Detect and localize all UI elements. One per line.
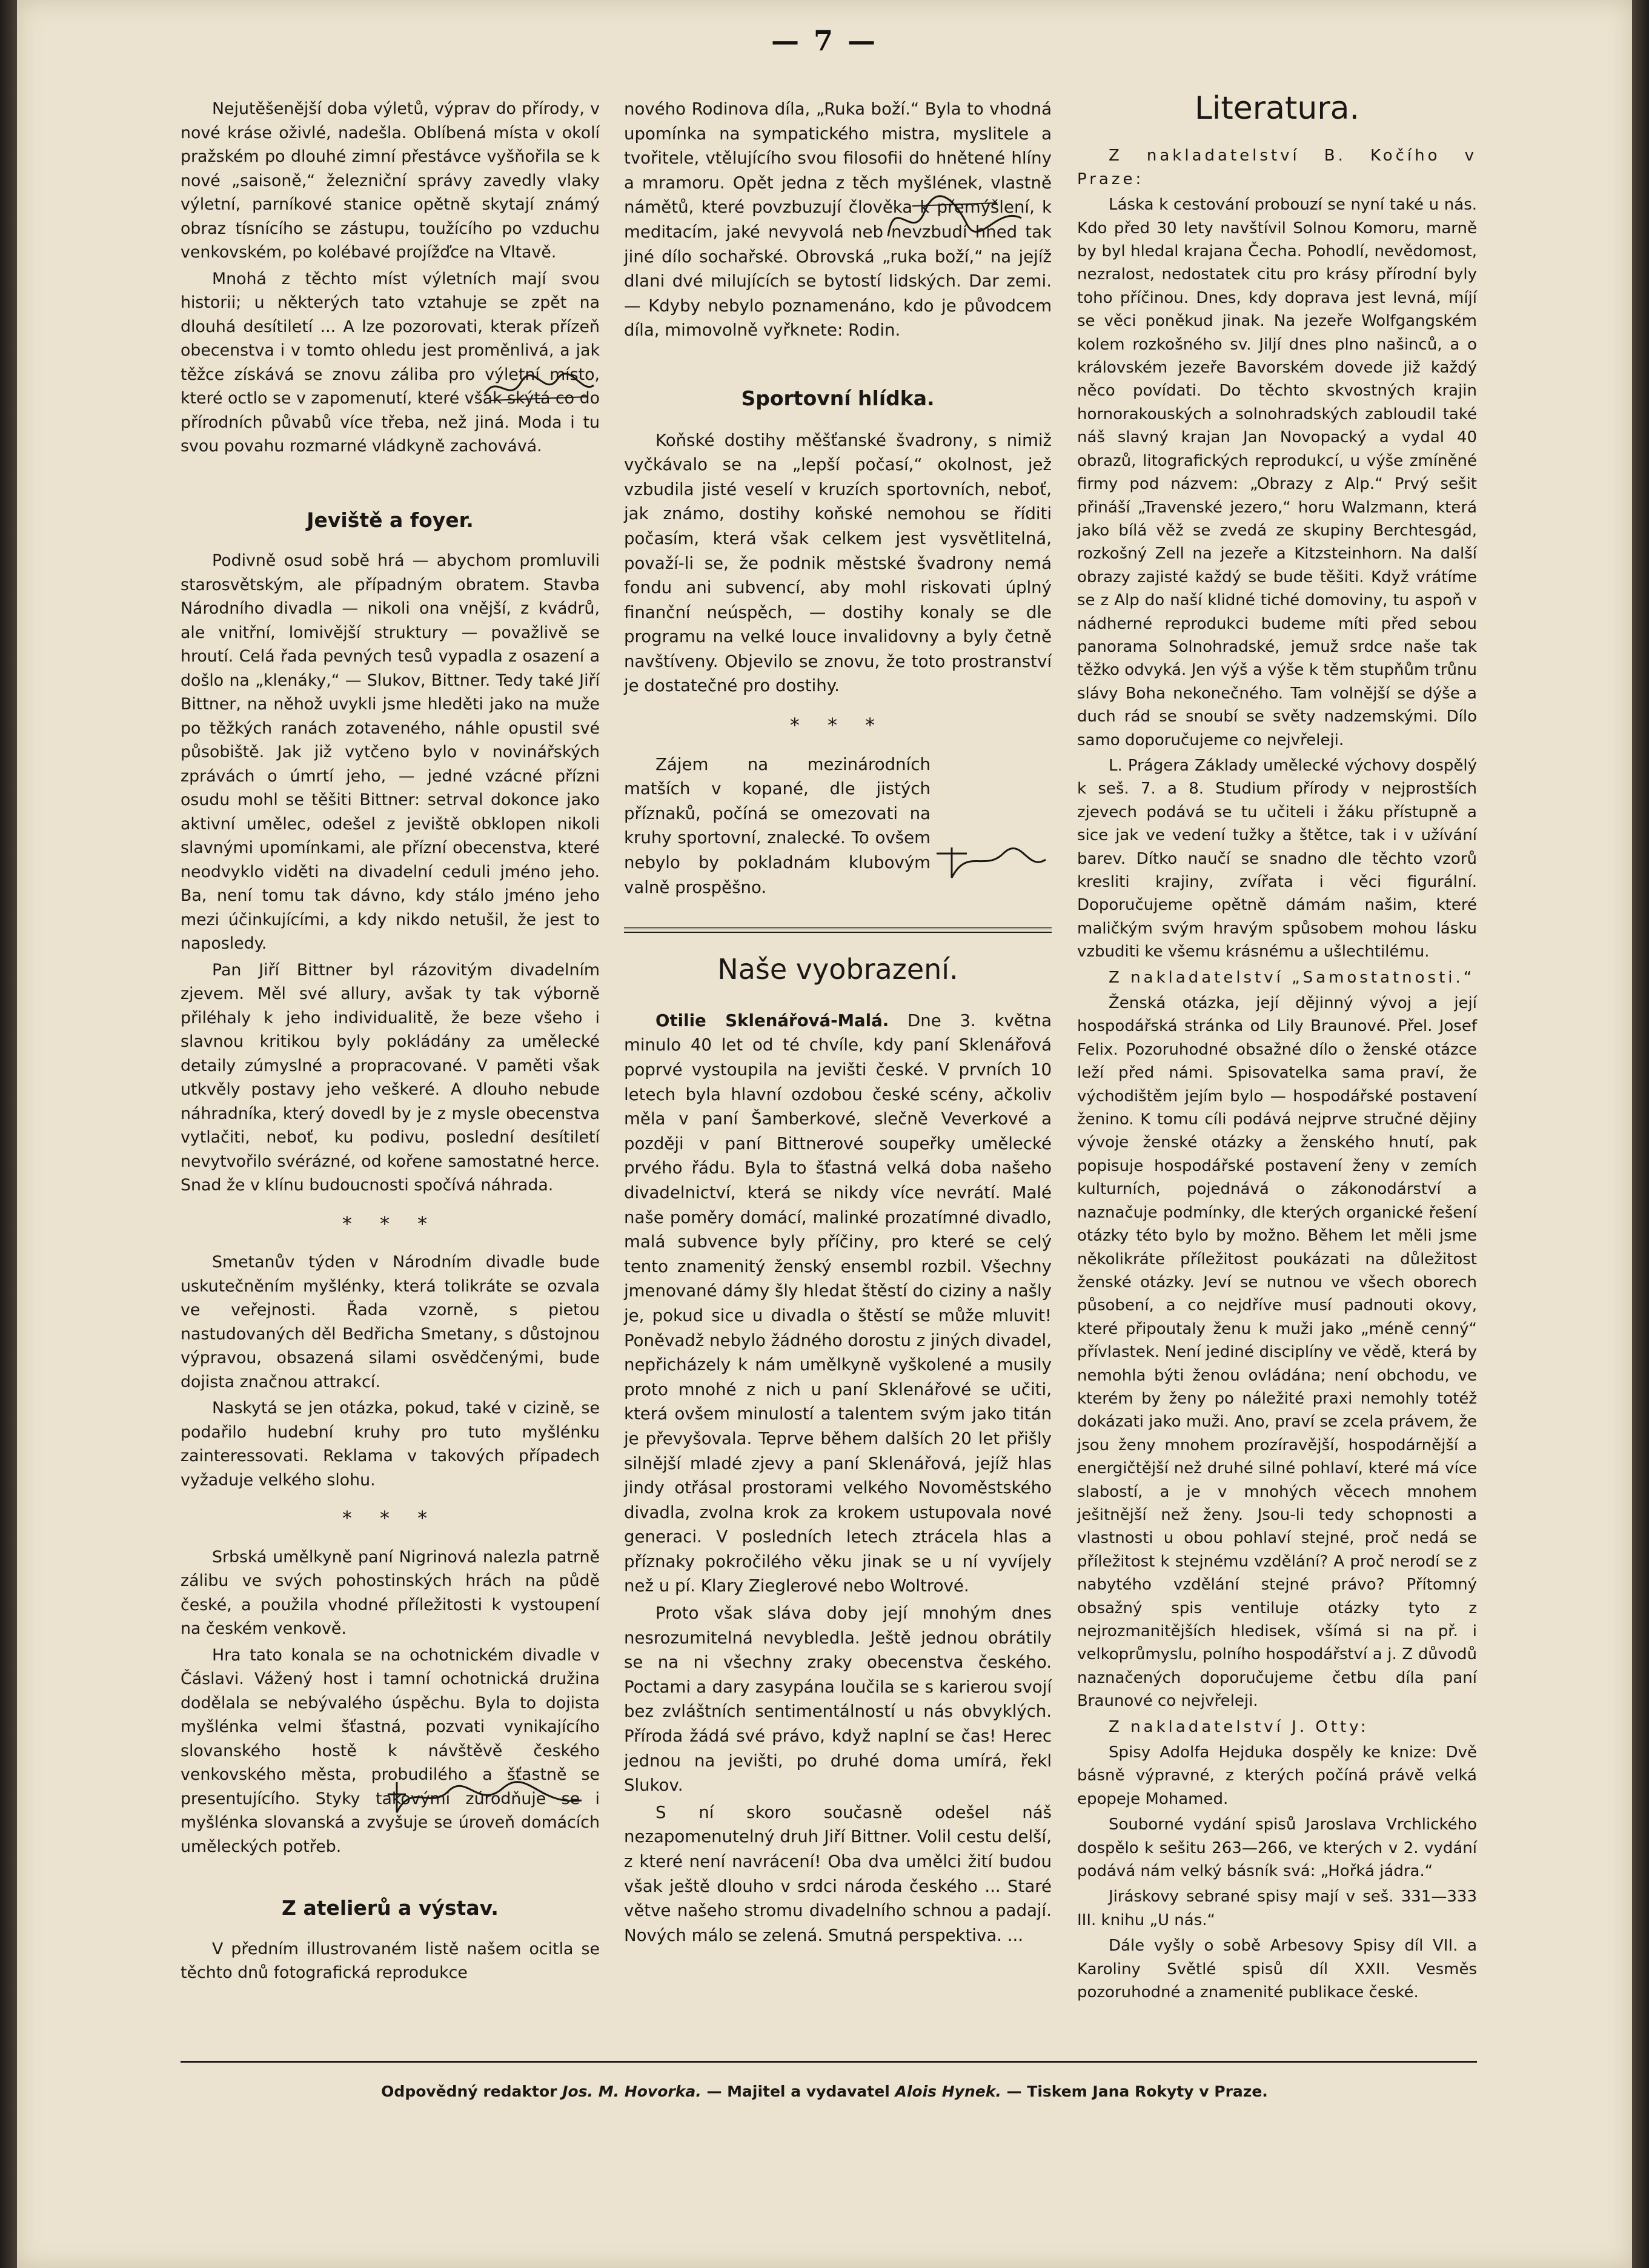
- section-heading-sport: Sportovní hlídka.: [741, 386, 935, 410]
- article-lead: Otilie Sklenářová-Malá.: [655, 1010, 889, 1030]
- article-paragraph: Srbská umělkyně paní Nigrinová nalezla patrně zálibu ve svých pohostinských hrách na půdě české, a použila vhodné příležitosti k vystoupení na českém venkově.: [181, 1547, 600, 1638]
- article-paragraph: Smetanův týden v Národním divadle bude uskutečněním myšlénky, která tolikráte se ozvala ve veřejnosti. Řada vzorně, s pietou nastudovaných děl Bedřicha Smetany, s důstojnou výpravou, obsazená silami osvědčenými, bude dojista značnou attrakcí.: [181, 1253, 600, 1391]
- imprint-text: — Tiskem Jana Rokyty v Praze.: [1006, 2083, 1268, 2100]
- article-paragraph: Mnohá z těchto míst výletních mají svou historii; u některých tato vztahuje se zpět na dlouhá desítiletí ... A lze pozorovati, kterak přízeň obecenstva i v tomto ohledu jest proměnlivá, a jak těžce získává se znovu záliba pro výletní místo, které octlo se v zapomenutí, které však skýtá co do přírodních půvabů více třeba, než jiná. Moda i tu svou povahu rozmarné vládkyně zachovává.: [181, 269, 600, 456]
- publisher-heading: Z nakladatelství „Samostatnosti.“: [1109, 968, 1475, 987]
- column-1: [181, 97, 600, 1988]
- article-paragraph: Nejutěšenější doba výletů, výprav do přírody, v nové kráse oživlé, nadešla. Oblíbená místa v okolí pražském po dlouhé zimní přestávce vyšňořila se k nové „saisoně,“ železniční správy zavedly vlaky výletní, parníkové stanice opětně skytají známý obraz tísnícího se zástupu, toužícího po vzduchu venkovském, po kolébavé projížďce na Vltavě.: [181, 99, 600, 262]
- article-paragraph: Láska k cestování probouzí se nyní také u nás. Kdo před 30 lety navštívil Solnou Komoru, marně by byl hledal krajana Čecha. Pohodlí, nevědomost, nezralost, nedostatek citu pro krásy přírodní byly toho příčinou. Dnes, kdy doprava jest levná, míjí se věci poněkud jinak. Na jezeře Wolfgangském kolem rozkošného sv. Jiljí dnes plno našinců, a o královském jezeře Bavorském dovede již každý něco povídati. Do těchto skvostných krajin hornorakouských a solnohradských zabloudil také náš slavný krajan Jan Novopacký a vydal 40 obrazů, litografických reprodukcí, u výše zmíněné firmy pod názvem: „Obrazy z Alp.“ Prvý sešit přináší „Travenské jezero,“ horu Walzmann, která jako bílá věž se zvedá ze skupiny Berchtesgád, rozkošný Zell na jezeře a Kitzsteinhorn. Na další obrazy zajisté každý se bude těšiti. Když vrátíme se z Alp do naší klidné tiché domoviny, tu aspoň v nádherné reprodukci budeme míti před sebou panorama Solnohradské, jemuž srdce naše tak těžko odvyká. Jen výš a výše k těm stupňům trůnu slávy Boha nekonečného. Tam volnější se dýše a duch rád se snoubí se světy nadzemskými. Dílo samo doporučujeme co nejvřeleji.: [1077, 196, 1477, 749]
- section-heading-ateliers: Z atelierů a výstav.: [282, 1896, 499, 1920]
- column-2: [624, 97, 1052, 1950]
- page-edge: [1632, 0, 1649, 2268]
- signature-spacer: [181, 461, 600, 479]
- newspaper-page: [17, 0, 1632, 2268]
- article-paragraph: Ženská otázka, její dějinný vývoj a její hospodářská stránka od Lily Braunové. Přel. Josef Felix. Pozoruhodné obsažné dílo o ženské otázce leží před námi. Spisovatelka sama praví, že východištěm jejím bylo — hospodářské postavení ženino. K tomu cíli podává nejprve stručné dějiny vývoje ženské otázky a ženského hnutí, pak popisuje hospodářské postavení ženy v zemích kulturních, pojednává o zákonodárství a naznačuje podmínky, dle kterých organické řešení otázky této bylo by možno. Během let měli jsme několikráte příležitost poukázati na důležitost ženské otázky. Jeví se nutnou ve všech oborech působení, a co nejdříve musí padnouti okovy, které připoutaly ženu k muži jako „méně cenný“ přívlastek. Není jediné disciplíny ve vědě, která by nemohla býti ženou ovládána; není obchodu, ve kterém by ženy po náležité praxi nemohly totéž dokázati jako muži. Ano, praví se zcela právem, že jsou ženy mnohem prozíravější, hospodárnější a energičtější než druhé silné pohlaví, které má více slabostí, a je v mnohých věcech mnohem ješitnější než ženy. Jsou-li tedy schopnosti a vlastnosti u obou pohlaví stejné, proč nedá se příležitost k stejnému vzdělání? A proč nerodí se z nabytého vzdělání stejné právo? Přítomný obsažný spis ventiluje otázky tyto z nejrozmanitějších hledisek, všímá si na př. i velkoprůmyslu, polního hospodářství a j. Z důvodů naznačených doporučujeme četbu díla paní Braunové co nejvřeleji.: [1077, 994, 1477, 1711]
- section-heading-illustrations: Naše vyobrazení.: [717, 953, 958, 986]
- signature-scribble: [876, 188, 1027, 254]
- article-paragraph: Jiráskovy sebrané spisy mají v seš. 331—333 III. knihu „U nás.“: [1077, 1888, 1477, 1929]
- section-rule: [624, 927, 1052, 933]
- separator-stars: * * *: [789, 714, 886, 737]
- page-number: — 7 —: [771, 24, 878, 57]
- section-heading-stage: Jeviště a foyer.: [307, 508, 474, 532]
- footer-rule: [181, 2061, 1477, 2063]
- signature-spacer: [624, 345, 1052, 357]
- imprint-editor: Jos. M. Hovorka.: [562, 2083, 702, 2100]
- article-paragraph: Zájem na mezinárodních matších v kopané, dle jistých příznaků, počíná se omezovati na kruhy sportovní, znalecké. To ovšem nebylo by pokladnám klubovým valně prospěšno.: [624, 754, 931, 897]
- signature-scribble: [931, 835, 1052, 884]
- article-paragraph: Hra tato konala se na ochotnickém divadle v Čáslavi. Vážený host i tamní ochotnická družina dodělala se nebývalého úspěchu. Byla to dojista myšlénka velmi šťastná, pozvati vynikajícího slovanského hostě k návštěvě českého venkovského města, probudilého a šťastně se presentujícího. Styky takovými zúrodňuje se i myšlénka slovanská a zvyšuje se úroveň domácích uměleckých potřeb.: [181, 1645, 600, 1856]
- imprint-publisher: Alois Hynek.: [895, 2083, 1001, 2100]
- article-paragraph: nového Rodinova díla, „Ruka boží.“ Byla to vhodná upomínka na sympatického mistra, myslitele a tvořitele, vtělujícího svou filosofii do hnětené hlíny a mramoru. Opět jedna z těch myšlének, vlastně námětů, které povzbuzují člověka k přemýšlení, k meditacím, jaké nevyvolá neb nevzbudí hned tak jiné dílo sochařské. Obrovská „ruka boží,“ na jejíž dlani dvé milujících se bytostí lidských. Dar zemi. — Kdyby nebylo poznamenáno, kdo je původcem díla, mimovolně vyřknete: Rodin.: [624, 99, 1052, 340]
- separator-stars: * * *: [342, 1507, 439, 1530]
- column-3: [1077, 90, 1477, 2007]
- article-paragraph: Souborné vydání spisů Jaroslava Vrchlického dospělo k sešitu 263—266, ve kterých v 2. vydání podává nám velký básník svá: „Hořká jádra.“: [1077, 1815, 1477, 1881]
- section-heading-literature: Literatura.: [1194, 90, 1360, 127]
- article-paragraph: S ní skoro současně odešel náš nezapomenutelný druh Jiří Bittner. Volil cestu delší, z které není navrácení! Oba dva umělci žití budou však ještě dlouho v srdci národa českého ... Staré větve našeho stromu divadelního schnou a padají. Nových málo se zelená. Smutná perspektiva. ...: [624, 1802, 1052, 1945]
- article-paragraph: L. Prágera Základy umělecké výchovy dospělý k seš. 7. a 8. Studium přírody v nejprostších zjevech podává se tu učiteli i žáku přístupně a sice jak ve vedení tužky a štětce, tak i v užívání barev. Dítko naučí se snadno dle těchto vzorů kresliti krajiny, zvířata i věci figurální. Doporučujeme opětně dámám našim, které maličkým svým hravým spůsobem mohou lásku vzbuditi ke všemu krásnému a ušlechtilému.: [1077, 756, 1477, 961]
- imprint-text: Odpovědný redaktor: [381, 2083, 557, 2100]
- signature-spacer: [181, 1861, 600, 1867]
- binding-edge: [0, 0, 17, 2268]
- article-paragraph: [624, 1009, 1052, 1599]
- article-paragraph: Spisy Adolfa Hejduka dospěly ke knize: Dvě básně výpravné, z kterých počíná právě velká epopeje Mohamed.: [1077, 1743, 1477, 1808]
- publisher-heading: Z nakladatelství B. Kočího v Praze:: [1077, 147, 1477, 188]
- publisher-heading: Z nakladatelství J. Otty:: [1109, 1717, 1369, 1736]
- article-paragraph: Proto však sláva doby její mnohým dnes nesrozumitelná nevybledla. Ještě jednou obrátily se na ni všechny zraky obecenstva českého. Poctami a dary zasypána loučila se s karierou svojí bez zvláštních sentimentálností u nás obvyklých. Příroda žádá své právo, když naplní se čas! Herec jednou na jevišti, po druhé doma umírá, řekl Slukov.: [624, 1603, 1052, 1795]
- imprint: [17, 2083, 1632, 2100]
- article-paragraph: Pan Jiří Bittner byl rázovitým divadelním zjevem. Měl své allury, avšak ty tak výborně přiléhaly k jeho individualitě, že beze všeho i slavnou kritikou byly pokládány za umělecké detaily zúmyslné a propracované. V paměti však utkvěly postavy jeho veškeré. A dlouho nebude náhradníka, který dovedl by je z mysle obecenstva vytlačiti, neboť, ku podivu, poslední desítiletí nevytvořilo svérázné, od kořene samostatné herce. Snad že v klínu budoucnosti spočívá náhrada.: [181, 960, 600, 1195]
- article-paragraph: Naskytá se jen otázka, pokud, také v cizině, se podařilo hudební kruhy pro tuto myšlénku zainteressovati. Reklama v takových případech vyžaduje velkého slohu.: [181, 1399, 600, 1490]
- article-paragraph: Koňské dostihy měšťanské švadrony, s nimiž vyčkávalo se na „lepší počasí,“ okolnost, jež vzbudila jisté veselí v kruzích sportovních, neboť, jak známo, dostihy koňské nemohou se říditi počasím, která však celkem jest vysvětlitelná, považí-li se, že podnik městské švadrony nemá fondu ani subvencí, aby mohl riskovati úplný finanční neúspěch, — dostihy konaly se dle programu na velké louce invalidovny a byly četně navštíveny. Objevilo se znovu, že toto prostranství je dostatečné pro dostihy.: [624, 429, 1052, 696]
- article-text: Dne 3. května minulo 40 let od té chvíle, kdy paní Sklenářová poprvé vystoupila na jevišti české. V prvních 10 letech byla hlavní ozdobou české scény, ačkoliv měla v paní Šamberkové, slečně Veverkové a později v paní Bittnerové soupeřky umělecké prvého řádu. Byla to šťastná velká doba našeho divadelnictví, která se nikdy více nevrátí. Malé naše poměry domácí, malinké prozatímné divadlo, malá subvence byly příčiny, pro které se celý tento znamenitý ženský ensembl rozbil. Všechny jmenované dámy šly hledat štěstí do ciziny a našly je, pokud sice u divadla o štěstí se může mluvit! Poněvadž nebylo žádného dorostu z jiných divadel, nepřicházely k nám umělkyně vyškolené a musily proto mnohé z nich u paní Sklenářové se učiti, která ovšem minulostí a talentem svým jako titán je převyšovala. Teprve během dalších 20 let přišly silnější mladé zjevy a paní Sklenářová, jejíž hlas jindy otřásal prostorami velkého Novoměstského divadla, zvolna krok za krokem ustupovala nové generaci. V posledních letech ztrácela hlas a příznaky pokročilého věku jinak se u ní vyvíjely než u pí. Klary Zieglerové nebo Woltrové.: [624, 1010, 1052, 1596]
- imprint-text: — Majitel a vydavatel: [706, 2083, 890, 2100]
- article-paragraph: Podivně osud sobě hrá — abychom promluvili starosvětským, ale případným obratem. Stavba Národního divadla — nikoli ona vnější, z kvádrů, ale vnitřní, lomivější struktury — považlivě se hroutí. Celá řada pevných tesů vypadla z osazení a došlo na „klenáky,“ — Slukov, Bittner. Tedy také Jiří Bittner, na něhož uvykli jsme hleděti jako na muže po těžkých ranách zotaveného, náhle opustil své působiště. Jak již vytčeno bylo v novinářských zprávách o úmrtí jeho, — jedné vzácné přízni osudu mohl se těšiti Bittner: setrval dokonce jako aktivní umělec, odešel z jeviště obklopen nikoli slavnými upomínkami, ale přízní obecenstva, které neodvyklo viděti na divadelní ceduli jméno jeho. Ba, není tomu tak dávno, kdy stálo jméno jeho mezi účinkujícími, a kdy nikdo netušil, že jest to naposledy.: [181, 551, 600, 953]
- signature-scribble: [382, 1776, 588, 1819]
- article-paragraph: Dále vyšly o sobě Arbesovy Spisy díl VII. a Karoliny Světlé spisů díl XXII. Vesměs pozoruhodné a znamenité publikace české.: [1077, 1937, 1477, 2002]
- separator-stars: * * *: [342, 1212, 439, 1235]
- article-paragraph: V předním illustrovaném listě našem ocitla se těchto dnů fotografická reprodukce: [181, 1939, 600, 1982]
